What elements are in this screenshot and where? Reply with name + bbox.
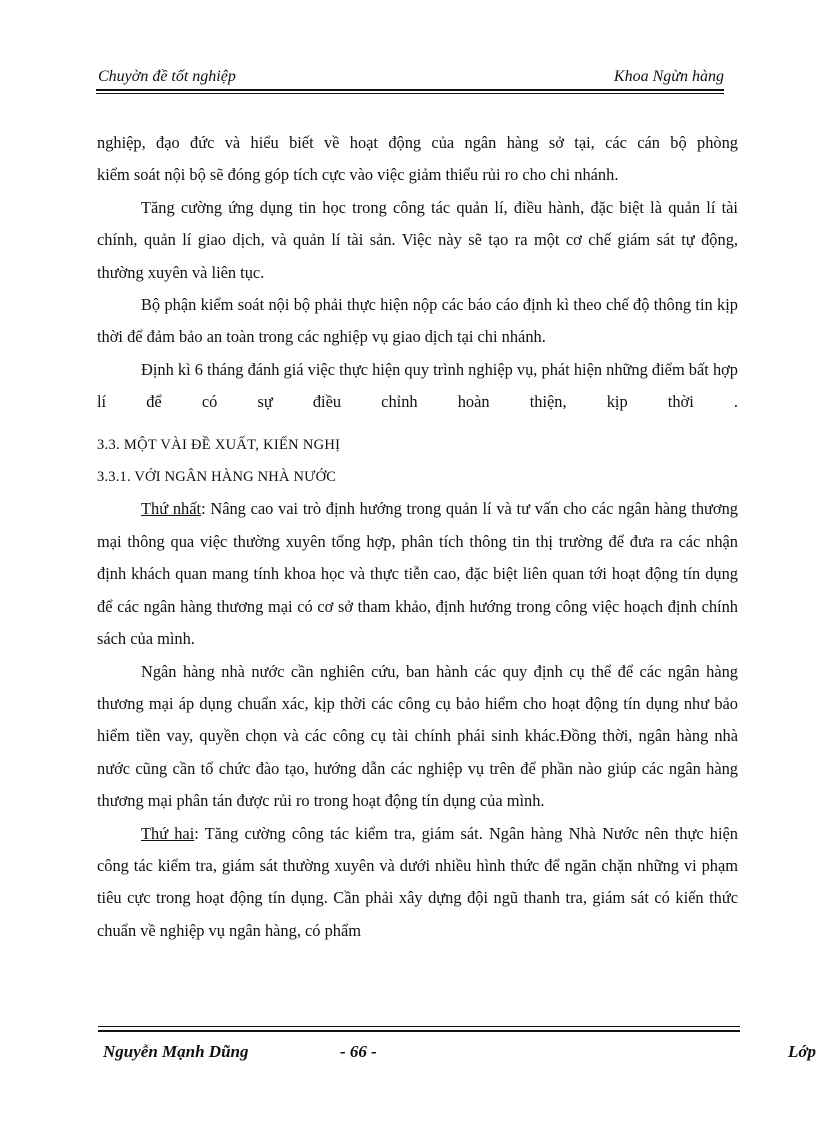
header-rule-thin	[96, 93, 724, 94]
paragraph-7-label: Thứ hai	[141, 823, 195, 843]
header-course-title: Chuyờn đề tốt nghiệp	[98, 68, 236, 85]
paragraph-1-line-1: nghiệp, đạo đức và hiểu biết về hoạt động của ngân hàng sở tại, các cán bộ phòng	[97, 133, 738, 152]
footer-class: Lớp	[788, 1042, 816, 1061]
paragraph-5-label: Thứ nhất	[141, 499, 202, 519]
footer-author: Nguyễn Mạnh Dũng	[103, 1042, 249, 1061]
body-text	[97, 127, 738, 947]
footer-rule-thick	[98, 1030, 740, 1032]
paragraph-5-text: : Nâng cao vai trò định hướng trong quản lí và tư vấn cho các ngân hàng thương mại thông qua việc thường xuyên tổng hợp, phân tích thông tin thị trường để đưa ra các nhận định khách quan mang tính khoa học và thực tiễn cao, đặc biệt liên quan tới hoạt động tín dụng để các ngân hàng thương mại có cơ sở tham khảo, định hướng trong công việc hoạch định chính sách của mình.	[97, 499, 738, 649]
header-department: Khoa Ngừn hàng	[613, 68, 724, 85]
paragraph-1-line-2: kiểm soát nội bộ sẽ đóng góp tích cực vào việc giảm thiểu rủi ro cho chi nhánh.	[97, 165, 619, 185]
paragraph-4: Định kì 6 tháng đánh giá việc thực hiện quy trình nghiệp vụ, phát hiện những điểm bất hợp lí để có sự điều chỉnh hoàn thiện, kịp thời .	[97, 359, 738, 412]
footer-rule	[98, 1026, 740, 1027]
paragraph-7-text: : Tăng cường công tác kiểm tra, giám sát. Ngân hàng Nhà Nước nên thực hiện công tác kiểm tra, giám sát thường xuyên và dưới nhiều hình thức để ngăn chặn những vi phạm tiêu cực trong hoạt động tín dụng. Cần phải xây dựng đội ngũ thanh tra, giám sát có kiến thức chuẩn về nghiệp vụ ngân hàng, có phẩm	[97, 823, 738, 940]
paragraph-7	[97, 818, 738, 948]
paragraph-5	[97, 493, 738, 655]
subsection-heading: 3.3.1. VỚI NGÂN HÀNG NHÀ NƯỚC	[97, 469, 337, 486]
paragraph-2: Tăng cường ứng dụng tin học trong công tác quản lí, điều hành, đặc biệt là quản lí tài chính, quản lí giao dịch, và quản lí tài sản. Việc này sẽ tạo ra một cơ chế giám sát tự động, thường xuyên và liên tục.	[97, 197, 738, 282]
paragraph-6: Ngân hàng nhà nước cần nghiên cứu, ban hành các quy định cụ thể để các ngân hàng thương mại áp dụng chuẩn xác, kịp thời các công cụ bảo hiểm cho hoạt động tín dụng như bảo hiểm tiền vay, quyền chọn và các công cụ tài chính phái sinh khác.Đồng thời, ngân hàng nhà nước cũng cần tổ chức đào tạo, hướng dẫn các nghiệp vụ trên để phần nào giúp các ngân hàng thương mại phân tán được rủi ro trong hoạt động tín dụng của mình.	[97, 661, 738, 811]
page-number: - 66 -	[340, 1042, 377, 1061]
header-rule	[96, 89, 724, 91]
section-heading: 3.3. MỘT VÀI ĐỀ XUẤT, KIẾN NGHỊ	[97, 436, 341, 453]
paragraph-3: Bộ phận kiểm soát nội bộ phải thực hiện nộp các báo cáo định kì theo chế độ thông tin kịp thời để đảm bảo an toàn trong các nghiệp vụ giao dịch tại chi nhánh.	[97, 295, 738, 347]
